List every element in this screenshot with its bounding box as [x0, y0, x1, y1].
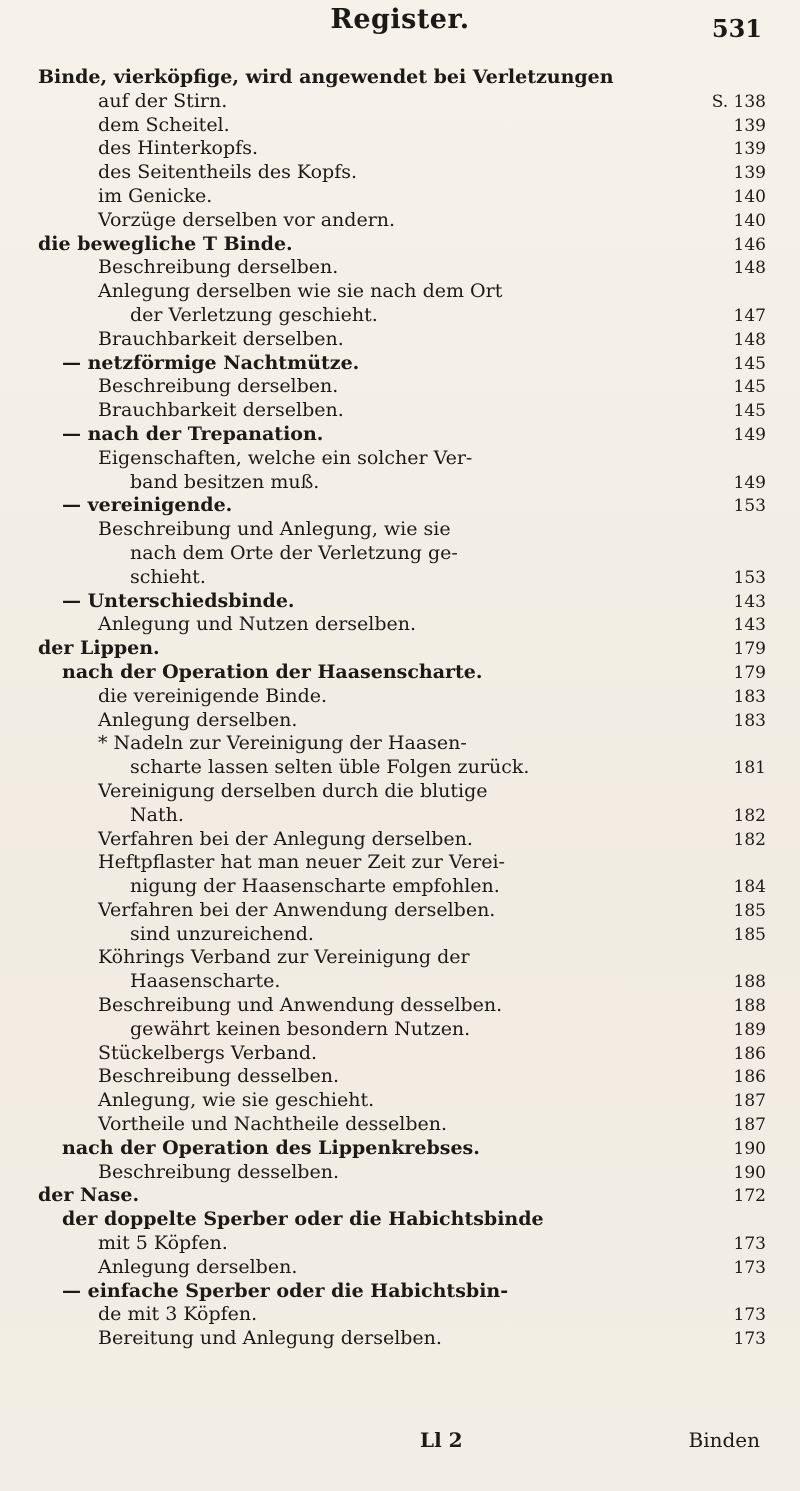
entry-text: — nach der Trepanation.	[62, 422, 324, 445]
entry-text: Vorzüge derselben vor andern.	[98, 208, 396, 231]
entry-text: Heftpflaster hat man neuer Zeit zur Verei-	[98, 851, 505, 874]
entry-page-number: 190	[733, 1162, 766, 1183]
index-entry	[38, 375, 766, 399]
entry-text: nach dem Orte der Verletzung ge-	[130, 541, 458, 564]
entry-page-number: 189	[733, 1019, 766, 1040]
index-entry	[38, 399, 766, 423]
index-entry	[38, 1232, 766, 1256]
index-entry	[38, 946, 766, 970]
index-entry	[38, 494, 766, 518]
index-entry	[38, 780, 766, 804]
entry-text: Stückelbergs Verband.	[98, 1041, 318, 1064]
entry-text: Brauchbarkeit derselben.	[98, 327, 344, 350]
index-entry	[38, 804, 766, 828]
index-entry	[38, 1113, 766, 1137]
index-entry	[38, 328, 766, 352]
index-entry	[38, 756, 766, 780]
entry-page-number: 173	[733, 1257, 766, 1278]
entry-page-number: 181	[733, 758, 766, 779]
index-entry	[38, 280, 766, 304]
index-entry	[38, 209, 766, 233]
entry-text: Köhrings Verband zur Vereinigung der	[98, 946, 470, 969]
entry-text: gewährt keinen besondern Nutzen.	[130, 1017, 471, 1040]
entry-text: schieht.	[130, 565, 206, 588]
entry-page-number: 173	[733, 1234, 766, 1255]
entry-text: Brauchbarkeit derselben.	[98, 399, 344, 422]
entry-text: Eigenschaften, welche ein solcher Ver-	[98, 446, 473, 469]
index-entry	[38, 1280, 766, 1304]
entry-text: Vortheile und Nachtheile desselben.	[98, 1113, 448, 1136]
entry-page-number: 173	[733, 1305, 766, 1326]
index-entry	[38, 1256, 766, 1280]
entry-text: nigung der Haasenscharte empfohlen.	[130, 875, 500, 898]
index-entry	[38, 613, 766, 637]
entry-text: Vereinigung derselben durch die blutige	[98, 779, 488, 802]
entry-page-number: 140	[733, 186, 766, 207]
entry-text: des Hinterkopfs.	[98, 137, 258, 160]
entry-page-number: 172	[733, 1186, 766, 1207]
index-entry	[38, 90, 766, 114]
entry-page-number: 153	[733, 567, 766, 588]
entry-page-number: 147	[733, 305, 766, 326]
index-entry	[38, 1089, 766, 1113]
entry-text: Beschreibung derselben.	[98, 375, 339, 398]
entry-text: die vereinigende Binde.	[98, 684, 328, 707]
entry-text: — einfache Sperber oder die Habichtsbin-	[62, 1279, 509, 1302]
entry-page-number: S. 138	[711, 91, 766, 112]
entry-page-number: 187	[733, 1091, 766, 1112]
index-entry	[38, 185, 766, 209]
entry-page-number: 149	[733, 424, 766, 445]
index-entry	[38, 137, 766, 161]
entry-text: sind unzureichend.	[130, 922, 314, 945]
entry-page-number: 146	[733, 234, 766, 255]
entry-text: scharte lassen selten üble Folgen zurück.	[130, 756, 530, 779]
entry-text: nach der Operation des Lippenkrebses.	[62, 1136, 480, 1159]
index-entry	[38, 732, 766, 756]
entry-page-number: 185	[733, 900, 766, 921]
entry-page-number: 184	[733, 877, 766, 898]
entry-page-number: 186	[733, 1067, 766, 1088]
index-entry	[38, 423, 766, 447]
entry-text: Beschreibung und Anwendung desselben.	[98, 994, 503, 1017]
entry-page-number: 145	[733, 401, 766, 422]
register-index	[38, 66, 766, 1351]
entry-text: der doppelte Sperber oder die Habichtsbinde	[62, 1208, 544, 1231]
entry-text: Anlegung derselben wie sie nach dem Ort	[98, 280, 503, 303]
entry-page-number: 190	[733, 1138, 766, 1159]
index-entry	[38, 994, 766, 1018]
entry-text: der Lippen.	[38, 637, 160, 660]
index-entry	[38, 233, 766, 257]
entry-page-number: 179	[733, 639, 766, 660]
index-entry	[38, 1161, 766, 1185]
index-entry	[38, 1184, 766, 1208]
entry-page-number: 139	[733, 163, 766, 184]
running-head: Register.	[330, 4, 470, 35]
entry-text: mit 5 Köpfen.	[98, 1232, 228, 1255]
index-entry	[38, 1018, 766, 1042]
entry-text: des Seitentheils des Kopfs.	[98, 161, 358, 184]
entry-page-number: 153	[733, 496, 766, 517]
entry-text: Verfahren bei der Anwendung derselben.	[98, 898, 496, 921]
entry-page-number: 139	[733, 139, 766, 160]
entry-text: Anlegung und Nutzen derselben.	[98, 613, 417, 636]
index-entry	[38, 518, 766, 542]
entry-page-number: 140	[733, 210, 766, 231]
entry-page-number: 148	[733, 329, 766, 350]
index-entry	[38, 899, 766, 923]
entry-text: Beschreibung und Anlegung, wie sie	[98, 518, 451, 541]
entry-text: Verfahren bei der Anlegung derselben.	[98, 827, 473, 850]
entry-page-number: 145	[733, 353, 766, 374]
index-entry	[38, 1208, 766, 1232]
index-entry	[38, 1303, 766, 1327]
catchword: Binden	[688, 1428, 760, 1452]
index-entry	[38, 923, 766, 947]
entry-text: Bereitung und Anlegung derselben.	[98, 1327, 442, 1350]
index-entry	[38, 256, 766, 280]
index-entry	[38, 709, 766, 733]
index-entry	[38, 637, 766, 661]
index-entry	[38, 161, 766, 185]
entry-text: de mit 3 Köpfen.	[98, 1303, 258, 1326]
entry-text: Anlegung derselben.	[98, 708, 298, 731]
signature-mark: Ll 2	[420, 1428, 463, 1452]
index-entry	[38, 566, 766, 590]
entry-text: die bewegliche T Binde.	[38, 232, 293, 255]
entry-text: Beschreibung derselben.	[98, 256, 339, 279]
entry-page-number: 179	[733, 662, 766, 683]
entry-page-number: 143	[733, 615, 766, 636]
index-entry	[38, 304, 766, 328]
index-entry	[38, 828, 766, 852]
entry-page-number: 183	[733, 710, 766, 731]
index-entry	[38, 1065, 766, 1089]
entry-text: Nath.	[130, 803, 184, 826]
entry-page-number: 188	[733, 996, 766, 1017]
entry-page-number: 145	[733, 377, 766, 398]
index-entry	[38, 1137, 766, 1161]
entry-text: der Nase.	[38, 1184, 140, 1207]
entry-page-number: 139	[733, 115, 766, 136]
index-entry	[38, 66, 766, 90]
entry-text: — netzförmige Nachtmütze.	[62, 351, 360, 374]
index-entry	[38, 851, 766, 875]
entry-page-number: 143	[733, 591, 766, 612]
entry-text: * Nadeln zur Vereinigung der Haasen-	[98, 732, 467, 755]
index-entry	[38, 114, 766, 138]
entry-text: band besitzen muß.	[130, 470, 320, 493]
entry-text: der Verletzung geschieht.	[130, 303, 378, 326]
index-entry	[38, 471, 766, 495]
entry-page-number: 183	[733, 686, 766, 707]
entry-text: nach der Operation der Haasenscharte.	[62, 660, 483, 683]
index-entry	[38, 590, 766, 614]
index-entry	[38, 1042, 766, 1066]
entry-text: Binde, vierköpfige, wird angewendet bei Verletzungen	[38, 66, 614, 88]
entry-text: Beschreibung desselben.	[98, 1065, 339, 1088]
index-entry	[38, 685, 766, 709]
entry-page-number: 185	[733, 924, 766, 945]
index-entry	[38, 542, 766, 566]
index-entry	[38, 1327, 766, 1351]
index-entry	[38, 970, 766, 994]
entry-text: Beschreibung desselben.	[98, 1160, 339, 1183]
entry-page-number: 186	[733, 1043, 766, 1064]
entry-page-number: 182	[733, 829, 766, 850]
index-entry	[38, 352, 766, 376]
entry-text: im Genicke.	[98, 184, 213, 207]
entry-page-number: 173	[733, 1329, 766, 1350]
entry-text: Anlegung derselben.	[98, 1255, 298, 1278]
entry-page-number: 149	[733, 472, 766, 493]
entry-page-number: 148	[733, 258, 766, 279]
entry-text: dem Scheitel.	[98, 113, 230, 136]
page-number: 531	[711, 14, 762, 43]
entry-page-number: 187	[733, 1115, 766, 1136]
entry-text: auf der Stirn.	[98, 89, 228, 112]
index-entry	[38, 447, 766, 471]
entry-text: — vereinigende.	[62, 494, 233, 517]
index-entry	[38, 875, 766, 899]
entry-page-number: 188	[733, 972, 766, 993]
entry-page-number: 182	[733, 805, 766, 826]
index-entry	[38, 661, 766, 685]
entry-text: Anlegung, wie sie geschieht.	[98, 1089, 375, 1112]
entry-text: — Unterschiedsbinde.	[62, 589, 295, 612]
entry-text: Haasenscharte.	[130, 970, 281, 993]
